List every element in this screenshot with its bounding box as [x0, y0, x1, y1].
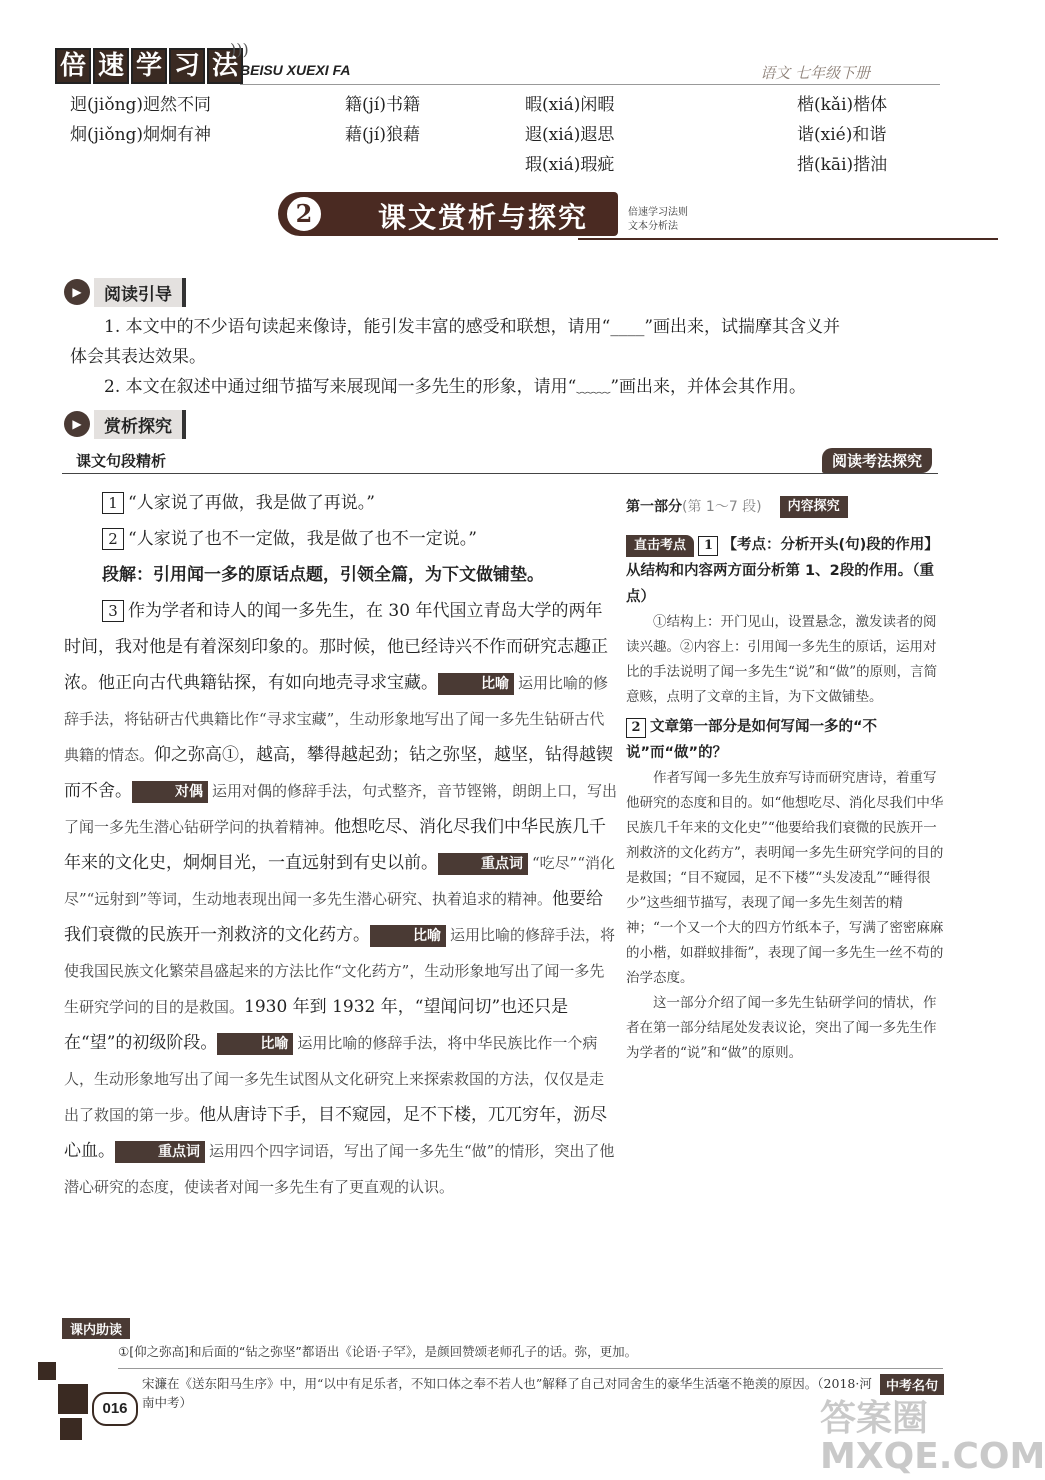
- main-text-column: [64, 485, 618, 1205]
- answer-text: 作者写闻一多先生放弃写诗而研究唐诗，着重写他研究的态度和目的。如“他想吃尽、消化尽我们中华民族几千年来的文化史”“他要给我们衰微的民族开一剂救济的文化药方”，表明闻一多先生研究学问的目的是救国；“目不窥园，足不下楼”“头发凌乱”“睡得很少”这些细节描写，表现了闻一多先生刻苦的精神；“一个又一个大的四方竹纸本子，写满了密密麻麻的小楷，如群蚁排衙”，表现了闻一多先生一丝不苟的治学态度。: [626, 770, 944, 986]
- paragraph: [64, 593, 618, 1205]
- question-number: 2: [626, 718, 646, 738]
- reading-guide-text: [70, 312, 940, 402]
- help-label: 课内助读: [62, 1318, 130, 1339]
- paragraph-text: 仰之弥高①，越高，攀得越起劲；钻之弥坚，越坚，钻得越锲而不舍。: [64, 745, 614, 801]
- annotation-marker: 对偶: [132, 781, 208, 803]
- play-icon: ▶: [64, 279, 90, 305]
- annotation-text: 运用比喻的修辞手法，将使我国民族文化繁荣昌盛起来的方法比作“文化药方”，生动形象地写出了闻一多先生研究学问的目的是救国。: [64, 926, 616, 1016]
- section-note: [628, 206, 688, 234]
- annotation-text: 运用比喻的修辞手法，将中华民族比作一个病人，生动形象地写出了闻一多先生试图从文化研究上来探索救国的方法，仅仅是走出了救国的第一步。: [64, 1034, 605, 1124]
- paragraph-number: 1: [102, 492, 124, 514]
- question-text: 【考点：分析开头(句)段的作用】从结构和内容两方面分析第 1、2段的作用。（重点）: [626, 537, 939, 605]
- watermark: 答案圈 MXQE.COM: [820, 1398, 1045, 1477]
- subbar-right-title: 阅读考法探究: [822, 448, 932, 473]
- paragraph-note: 段解：引用闻一多的原话点题，引领全篇，为下文做铺垫。: [102, 565, 544, 585]
- annotation-marker: 重点词: [115, 1141, 205, 1163]
- sidebar-column: [626, 494, 944, 1066]
- section-title: 课文赏析与探究: [378, 201, 589, 234]
- brand-char: 法: [207, 48, 243, 84]
- guide-line: 体会其表达效果。: [70, 347, 206, 367]
- brand-english: BEISU XUEXI FA: [240, 62, 351, 78]
- section-note-line: 倍速学习法则: [628, 207, 688, 218]
- brand-logo: [55, 48, 245, 84]
- vocab-item: 遐(xiá)遐思: [525, 125, 615, 145]
- vocab-item: 楷(kǎi)楷体: [797, 95, 888, 115]
- footer-divider: [118, 1368, 943, 1369]
- vocab-item: 谐(xié)和谐: [797, 125, 887, 145]
- reading-guide-label: 阅读引导: [94, 278, 186, 307]
- key-point-tag: 直击考点: [626, 535, 694, 557]
- paragraph: [64, 521, 618, 557]
- exam-quote-tag: 中考名句: [880, 1374, 944, 1395]
- page-header: [55, 40, 955, 88]
- appreciation-label: 赏析探究: [94, 410, 186, 439]
- paragraph-text: “人家说了再做，我是做了再说。”: [128, 493, 375, 513]
- annotation-marker: 比喻: [438, 673, 514, 695]
- paragraph: [64, 485, 618, 521]
- vocab-column: [345, 90, 420, 150]
- paragraph-number: 2: [102, 528, 124, 550]
- vocab-item: 暇(xiá)闲暇: [525, 95, 615, 115]
- section-number: 2: [284, 194, 324, 234]
- annotation-text: 运用比喻的修辞手法，将钻研古代典籍比作“寻求宝藏”，生动形象地写出了闻一多先生钻研古代典籍的情态。: [64, 674, 609, 764]
- brand-char: 倍: [55, 48, 91, 84]
- guide-line: 2. 本文在叙述中通过细节描写来展现闻一多先生的形象，请用“﹏﹏”画出来，并体会其作用。: [104, 377, 807, 397]
- subbar-left-title: 课文句段精析: [76, 452, 167, 470]
- annotation-marker: 重点词: [438, 853, 528, 875]
- annotation-text: 运用对偶的修辞手法，句式整齐，音节铿锵，朗朗上口，写出了闻一多先生潜心钻研学问的执着精神。: [64, 782, 618, 836]
- page-number: 016: [92, 1392, 138, 1426]
- question-block: [626, 532, 944, 610]
- footnote: ①[仰之弥高]和后面的“钻之弥坚”都语出《论语·子罕》，是颜回赞颂老师孔子的话。弥，更加。: [118, 1344, 638, 1359]
- paragraph-text: “人家说了也不一定做，我是做了也不一定说。”: [128, 529, 477, 549]
- paragraph-text: 1930 年到 1932 年，“望闻问切”也还只是在“望”的初级阶段。: [64, 997, 569, 1053]
- appreciation-tag: [64, 410, 186, 438]
- part-range: (第 1～7 段): [682, 499, 762, 515]
- paragraph-text: 作为学者和诗人的闻一多先生，在 30 年代国立青岛大学的两年时间，我对他是有着深刻印象的。那时候，他已经诗兴不作而研究志趣正浓。他正向古代典籍钻探，有如向地壳寻求宝藏。: [64, 601, 608, 693]
- analysis-subbar: [62, 448, 938, 474]
- annotation-text: 运用四个四字词语，写出了闻一多先生“做”的情形，突出了他潜心研究的态度，使读者对闻一多先生有了更直观的认识。: [64, 1142, 615, 1196]
- question-block: [626, 714, 944, 766]
- annotation-marker: 比喻: [217, 1033, 293, 1055]
- vocab-item: 籍(jí)书籍: [345, 95, 420, 115]
- vocab-item: 炯(jiǒng)炯炯有神: [70, 125, 212, 145]
- paragraph-text: 他想吃尽、消化尽我们中华民族几千年来的文化史，炯炯目光，一直远射到有史以前。: [64, 817, 607, 873]
- section-note-line: 文本分析法: [628, 221, 678, 232]
- part-tag: 内容探究: [780, 496, 848, 518]
- header-divider: [240, 84, 940, 85]
- play-icon: ▶: [64, 411, 90, 437]
- signal-icon: ))): [230, 40, 249, 59]
- vocab-item: 瑕(xiá)瑕疵: [525, 155, 615, 175]
- part-header: [626, 494, 944, 520]
- exam-quote: 宋濂在《送东阳马生序》中，用“以中有足乐者，不知口体之奉不若人也”解释了自己对同舍生的豪华生活毫不艳羡的原因。（2018·河南中考）: [142, 1376, 872, 1410]
- answer-text: ①结构上：开门见山，设置悬念，激发读者的阅读兴趣。②内容上：引用闻一多先生的原话，运用对比的手法说明了闻一多先生“说”和“做”的原则，言简意赅，点明了文章的主旨，为下文做铺垫。: [626, 614, 938, 705]
- section-banner: [278, 188, 728, 242]
- paragraph-text: 他要给我们衰微的民族开一剂救济的文化药方。: [64, 889, 604, 945]
- vocab-column: [70, 90, 211, 150]
- help-bar: [62, 1318, 942, 1339]
- banner-underline: [578, 238, 998, 240]
- vocab-item: 揩(kāi)揩油: [797, 155, 888, 175]
- annotation-text: “吃尽”“消化尽”“远射到”等词，生动地表现出闻一多先生潜心研究、执着追求的精神。: [64, 854, 616, 908]
- question-number: 1: [698, 536, 718, 556]
- brand-char: 习: [169, 48, 205, 84]
- brand-char: 速: [93, 48, 129, 84]
- guide-line: 1. 本文中的不少语句读起来像诗，能引发丰富的感受和联想，请用“____”画出来，试揣摩其含义并: [104, 317, 841, 337]
- reading-guide-tag: [64, 278, 186, 306]
- question-text: 文章第一部分是如何写闻一多的“不说”而“做”的？: [626, 719, 878, 761]
- vocab-item: 迥(jiǒng)迥然不同: [70, 95, 212, 115]
- subject-grade: 语文 七年级下册: [760, 64, 870, 82]
- part-title: 第一部分: [626, 499, 682, 515]
- paragraph-text: 他从唐诗下手，目不窥园，足不下楼，兀兀穷年，沥尽心血。: [64, 1105, 608, 1161]
- answer-text: 这一部分介绍了闻一多先生钻研学问的情状，作者在第一部分结尾处发表议论，突出了闻一多先生作为学者的“说”和“做”的原则。: [626, 995, 937, 1061]
- annotation-marker: 比喻: [370, 925, 446, 947]
- paragraph-number: 3: [102, 600, 124, 622]
- vocab-item: 藉(jí)狼藉: [345, 125, 420, 145]
- vocab-column: [797, 90, 887, 180]
- vocab-column: [525, 90, 614, 180]
- brand-char: 学: [131, 48, 167, 84]
